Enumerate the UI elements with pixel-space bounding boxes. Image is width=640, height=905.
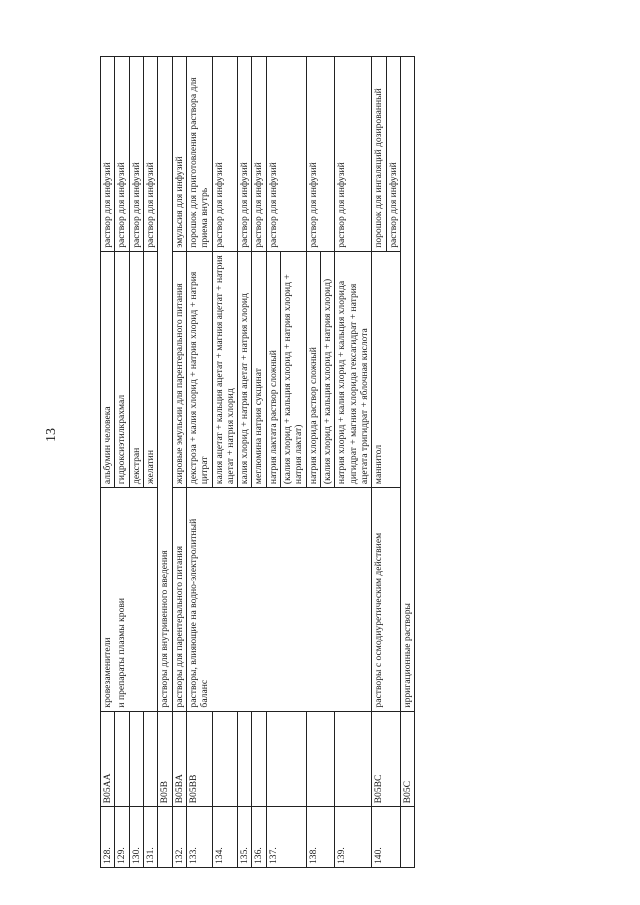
atc-code: B05BC xyxy=(372,711,386,807)
atc-group xyxy=(238,488,252,712)
row-number: 139. xyxy=(335,807,372,868)
table-row xyxy=(266,57,280,868)
table-row xyxy=(143,57,157,868)
row-number: 138. xyxy=(306,807,320,868)
row-number: 135. xyxy=(238,807,252,868)
atc-code: B05B xyxy=(158,711,172,807)
table-row xyxy=(400,57,414,868)
dosage-form: эмульсия для инфузий xyxy=(172,57,186,252)
row-number: 140. xyxy=(372,807,386,868)
dosage-form: раствор для инфузий xyxy=(386,57,400,252)
dosage-form: раствор для инфузий xyxy=(143,57,157,252)
atc-code xyxy=(321,711,335,807)
atc-group xyxy=(129,488,143,712)
drug-name: декстран xyxy=(129,251,143,487)
table-row xyxy=(372,57,386,868)
table-row xyxy=(186,57,212,868)
row-number: 132. xyxy=(172,807,186,868)
drug-table xyxy=(100,56,415,868)
atc-code xyxy=(266,711,280,807)
atc-code xyxy=(386,711,400,807)
drug-name: (калия хлорид + кальция хлорид + натрия хлорид + натрия лактат) xyxy=(281,251,307,487)
row-number: 130. xyxy=(129,807,143,868)
drug-name: калия хлорид + натрия ацетат + натрия хлорид xyxy=(238,251,252,487)
atc-group: растворы для парентерального питания xyxy=(172,488,186,712)
atc-group: растворы для внутривенного введения xyxy=(158,57,172,712)
atc-group xyxy=(266,488,280,712)
atc-group xyxy=(335,488,372,712)
drug-name: натрия лактата раствор сложный xyxy=(266,251,280,487)
atc-group: и препараты плазмы крови xyxy=(115,488,129,712)
drug-name: декстроза + калия хлорид + натрия хлорид + натрия цитрат xyxy=(186,251,212,487)
atc-code: B05AA xyxy=(101,711,115,807)
atc-group xyxy=(212,488,238,712)
drug-name xyxy=(386,251,400,487)
table-row xyxy=(281,57,307,868)
atc-code: B05C xyxy=(400,711,414,807)
row-number: 134. xyxy=(212,807,238,868)
drug-name: жировые эмульсии для парентерального питания xyxy=(172,251,186,487)
atc-group xyxy=(321,488,335,712)
table-row xyxy=(335,57,372,868)
atc-code: B05BB xyxy=(186,711,212,807)
row-number: 133. xyxy=(186,807,212,868)
dosage-form: раствор для инфузий xyxy=(238,57,252,252)
drug-name: (калия хлорид + кальция хлорид + натрия хлорид) xyxy=(321,251,335,487)
atc-group: ирригационные растворы xyxy=(400,57,414,712)
table-row xyxy=(238,57,252,868)
row-number xyxy=(400,807,414,868)
drug-name: маннитол xyxy=(372,251,386,487)
drug-name: меглюмина натрия сукцинат xyxy=(252,251,266,487)
row-number: 131. xyxy=(143,807,157,868)
atc-group xyxy=(143,488,157,712)
atc-group xyxy=(306,488,320,712)
atc-group: растворы, влияющие на водно-электролитный баланс xyxy=(186,488,212,712)
drug-name: натрия хлорид + калия хлорид + кальция хлорида дигидрат + магния хлорида гексагидрат + натрия ацетата тригидрат + яблочная кислота xyxy=(335,251,372,487)
dosage-form xyxy=(281,57,307,252)
atc-code: B05BA xyxy=(172,711,186,807)
row-number xyxy=(158,807,172,868)
row-number: 129. xyxy=(115,807,129,868)
table-row xyxy=(158,57,172,868)
row-number xyxy=(386,807,400,868)
drug-name: гидроксиэтилкрахмал xyxy=(115,251,129,487)
atc-code xyxy=(115,711,129,807)
dosage-form: раствор для инфузий xyxy=(266,57,280,252)
atc-code xyxy=(281,711,307,807)
drug-name: альбумин человека xyxy=(101,251,115,487)
drug-table-wrapper xyxy=(100,56,608,868)
row-number: 137. xyxy=(266,807,280,868)
atc-code xyxy=(306,711,320,807)
page-number: 13 xyxy=(44,428,59,442)
atc-code xyxy=(252,711,266,807)
drug-name: калия ацетат + кальция ацетат + магния ацетат + натрия ацетат + натрия хлорид xyxy=(212,251,238,487)
table-row xyxy=(115,57,129,868)
atc-group xyxy=(386,488,400,712)
atc-code xyxy=(129,711,143,807)
row-number xyxy=(281,807,307,868)
atc-code xyxy=(143,711,157,807)
row-number xyxy=(321,807,335,868)
table-row xyxy=(172,57,186,868)
drug-name: натрия хлорида раствор сложный xyxy=(306,251,320,487)
atc-code xyxy=(335,711,372,807)
atc-group: кровезаменители xyxy=(101,488,115,712)
table-row xyxy=(386,57,400,868)
atc-code xyxy=(238,711,252,807)
dosage-form xyxy=(321,57,335,252)
table-row xyxy=(101,57,115,868)
table-row xyxy=(321,57,335,868)
atc-group: растворы с осмодиуретическим действием xyxy=(372,488,386,712)
dosage-form: раствор для инфузий xyxy=(335,57,372,252)
table-row xyxy=(129,57,143,868)
dosage-form: раствор для инфузий xyxy=(101,57,115,252)
dosage-form: раствор для инфузий xyxy=(115,57,129,252)
table-row xyxy=(306,57,320,868)
row-number: 136. xyxy=(252,807,266,868)
table-row xyxy=(212,57,238,868)
atc-group xyxy=(281,488,307,712)
dosage-form: раствор для инфузий xyxy=(252,57,266,252)
dosage-form: порошок для ингаляций дозированный xyxy=(372,57,386,252)
row-number: 128. xyxy=(101,807,115,868)
dosage-form: раствор для инфузий xyxy=(212,57,238,252)
atc-code xyxy=(212,711,238,807)
dosage-form: раствор для инфузий xyxy=(129,57,143,252)
dosage-form: раствор для инфузий xyxy=(306,57,320,252)
dosage-form: порошок для приготовления раствора для приема внутрь xyxy=(186,57,212,252)
table-row xyxy=(252,57,266,868)
atc-group xyxy=(252,488,266,712)
drug-name: желатин xyxy=(143,251,157,487)
